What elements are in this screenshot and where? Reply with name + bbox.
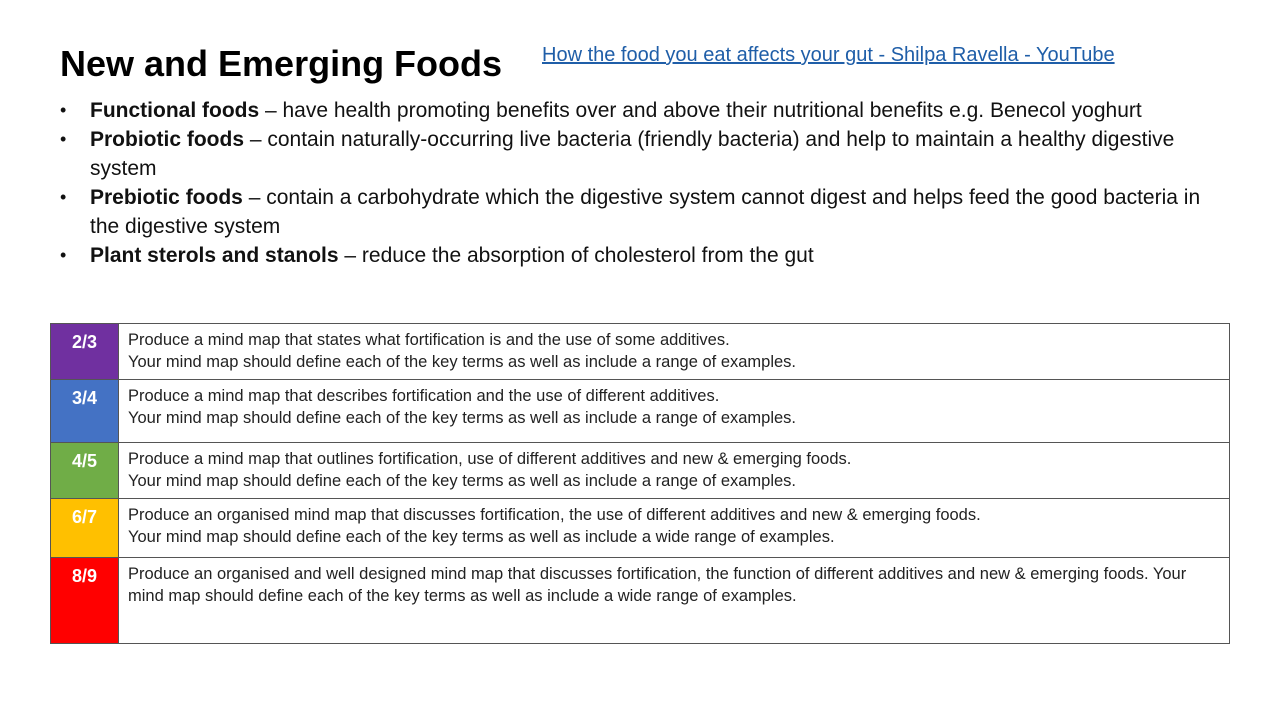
grade-badge: 3/4 bbox=[51, 380, 119, 443]
task-description bbox=[119, 324, 1230, 380]
grade-badge: 4/5 bbox=[51, 443, 119, 499]
bullet-text: – contain naturally-occurring live bacteria (friendly bacteria) and help to maintain a healthy digestive system bbox=[90, 128, 1175, 180]
grade-badge: 6/7 bbox=[51, 499, 119, 558]
table-row bbox=[51, 558, 1230, 644]
task-line: Your mind map should define each of the key terms as well as include a range of examples. bbox=[128, 472, 797, 490]
task-description bbox=[119, 443, 1230, 499]
table-row bbox=[51, 443, 1230, 499]
food-types-list bbox=[60, 96, 1210, 270]
bullet-term: Functional foods bbox=[90, 99, 260, 122]
slide-title: New and Emerging Foods bbox=[60, 43, 503, 84]
bullet-prebiotic-foods bbox=[60, 183, 1210, 241]
bullet-plant-sterols bbox=[60, 241, 1210, 270]
bullet-text: – have health promoting benefits over and above their nutritional benefits e.g. Benecol yoghurt bbox=[259, 99, 1142, 122]
task-line: Your mind map should define each of the key terms as well as include a range of examples. bbox=[128, 353, 797, 371]
table-row bbox=[51, 380, 1230, 443]
bullet-text: – contain a carbohydrate which the digestive system cannot digest and helps feed the good bacteria in the digestive system bbox=[90, 186, 1201, 238]
grade-badge: 8/9 bbox=[51, 558, 119, 644]
grade-task-table bbox=[50, 323, 1230, 644]
task-line: Produce a mind map that describes fortification and the use of different additives. bbox=[128, 387, 720, 405]
task-line: Produce a mind map that states what fortification is and the use of some additives. bbox=[128, 331, 730, 349]
bullet-text: – reduce the absorption of cholesterol from the gut bbox=[338, 244, 814, 267]
bullet-term: Prebiotic foods bbox=[90, 186, 243, 209]
bullet-functional-foods bbox=[60, 96, 1210, 125]
task-description bbox=[119, 380, 1230, 443]
task-line: Produce an organised and well designed mind map that discusses fortification, the function of different additives and new & emerging foods. Your mind map should define each of the key terms as well as include a wide range of examples. bbox=[128, 565, 1187, 605]
task-description bbox=[119, 499, 1230, 558]
table-row bbox=[51, 324, 1230, 380]
table-row bbox=[51, 499, 1230, 558]
task-line: Your mind map should define each of the key terms as well as include a range of examples. bbox=[128, 409, 797, 427]
task-description bbox=[119, 558, 1230, 644]
bullet-term: Plant sterols and stanols bbox=[90, 244, 339, 267]
task-line: Your mind map should define each of the key terms as well as include a wide range of examples. bbox=[128, 528, 835, 546]
grade-badge: 2/3 bbox=[51, 324, 119, 380]
youtube-video-link[interactable]: How the food you eat affects your gut - Shilpa Ravella - YouTube bbox=[542, 44, 1115, 66]
task-line: Produce an organised mind map that discusses fortification, the use of different additives and new & emerging foods. bbox=[128, 506, 981, 524]
bullet-probiotic-foods bbox=[60, 125, 1210, 183]
bullet-term: Probiotic foods bbox=[90, 128, 244, 151]
task-line: Produce a mind map that outlines fortification, use of different additives and new & emerging foods. bbox=[128, 450, 852, 468]
